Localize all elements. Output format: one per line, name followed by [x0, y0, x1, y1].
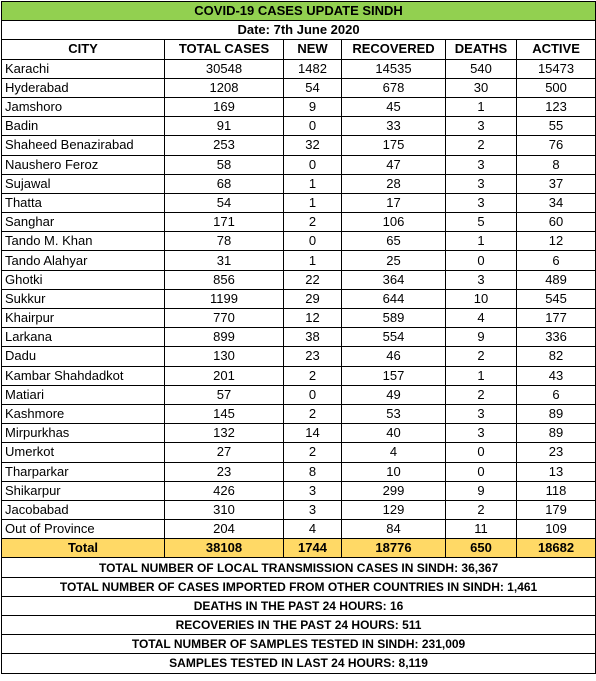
deaths-cell: 2 [446, 347, 517, 366]
recovered-cell: 589 [342, 309, 446, 328]
new-cell: 54 [284, 78, 342, 97]
total-recovered-cell: 18776 [342, 539, 446, 558]
active-cell: 12 [517, 232, 596, 251]
table-row [2, 213, 596, 232]
recovered-cell: 129 [342, 500, 446, 519]
total-total-cases-cell: 38108 [165, 539, 284, 558]
total-deaths-cell: 650 [446, 539, 517, 558]
total-cases-cell: 132 [165, 424, 284, 443]
city-cell: Khairpur [2, 309, 165, 328]
recovered-cell: 4 [342, 443, 446, 462]
covid-cases-table [1, 1, 596, 674]
total-cases-cell: 68 [165, 174, 284, 193]
table-row [2, 328, 596, 347]
table-row [2, 309, 596, 328]
total-cases-cell: 426 [165, 481, 284, 500]
column-header-total-cases: TOTAL CASES [165, 40, 284, 59]
city-cell: Jacobabad [2, 500, 165, 519]
total-cases-cell: 169 [165, 97, 284, 116]
city-cell: Badin [2, 117, 165, 136]
new-cell: 1 [284, 251, 342, 270]
total-cases-cell: 130 [165, 347, 284, 366]
table-row [2, 117, 596, 136]
new-cell: 0 [284, 385, 342, 404]
active-cell: 76 [517, 136, 596, 155]
table-row [2, 500, 596, 519]
active-cell: 37 [517, 174, 596, 193]
column-header-deaths: DEATHS [446, 40, 517, 59]
new-cell: 3 [284, 481, 342, 500]
new-cell: 14 [284, 424, 342, 443]
deaths-cell: 0 [446, 462, 517, 481]
table-body [2, 2, 596, 674]
deaths-cell: 3 [446, 193, 517, 212]
city-cell: Sanghar [2, 213, 165, 232]
summary-row [2, 596, 596, 615]
new-cell: 1482 [284, 59, 342, 78]
deaths-cell: 4 [446, 309, 517, 328]
deaths-cell: 3 [446, 424, 517, 443]
table-row [2, 251, 596, 270]
summary-row [2, 616, 596, 635]
deaths-cell: 2 [446, 136, 517, 155]
summary-row [2, 558, 596, 577]
total-cases-cell: 899 [165, 328, 284, 347]
deaths-cell: 30 [446, 78, 517, 97]
active-cell: 177 [517, 309, 596, 328]
total-new-cell: 1744 [284, 539, 342, 558]
total-cases-cell: 57 [165, 385, 284, 404]
recovered-cell: 84 [342, 520, 446, 539]
recovered-cell: 554 [342, 328, 446, 347]
deaths-cell: 10 [446, 289, 517, 308]
table-row [2, 174, 596, 193]
total-cases-cell: 201 [165, 366, 284, 385]
summary-row [2, 635, 596, 654]
deaths-cell: 1 [446, 366, 517, 385]
table-row [2, 520, 596, 539]
recovered-cell: 14535 [342, 59, 446, 78]
total-cases-cell: 204 [165, 520, 284, 539]
recovered-cell: 47 [342, 155, 446, 174]
active-cell: 34 [517, 193, 596, 212]
city-cell: Naushero Feroz [2, 155, 165, 174]
table-row [2, 443, 596, 462]
total-cases-cell: 145 [165, 404, 284, 423]
city-cell: Tharparkar [2, 462, 165, 481]
recovered-cell: 106 [342, 213, 446, 232]
active-cell: 23 [517, 443, 596, 462]
recovered-cell: 45 [342, 97, 446, 116]
recovered-cell: 46 [342, 347, 446, 366]
active-cell: 118 [517, 481, 596, 500]
city-cell: Ghotki [2, 270, 165, 289]
new-cell: 1 [284, 193, 342, 212]
table-row [2, 385, 596, 404]
city-cell: Larkana [2, 328, 165, 347]
active-cell: 6 [517, 385, 596, 404]
new-cell: 32 [284, 136, 342, 155]
new-cell: 2 [284, 443, 342, 462]
deaths-cell: 3 [446, 404, 517, 423]
city-cell: Dadu [2, 347, 165, 366]
total-cases-cell: 770 [165, 309, 284, 328]
recovered-cell: 33 [342, 117, 446, 136]
recovered-cell: 40 [342, 424, 446, 443]
deaths-cell: 3 [446, 155, 517, 174]
recovered-cell: 49 [342, 385, 446, 404]
city-cell: Sukkur [2, 289, 165, 308]
city-cell: Jamshoro [2, 97, 165, 116]
total-cases-cell: 253 [165, 136, 284, 155]
summary-row [2, 654, 596, 673]
table-row [2, 366, 596, 385]
recovered-cell: 364 [342, 270, 446, 289]
deaths-cell: 2 [446, 385, 517, 404]
city-cell: Karachi [2, 59, 165, 78]
summary-line: RECOVERIES IN THE PAST 24 HOURS: 511 [2, 616, 596, 635]
recovered-cell: 28 [342, 174, 446, 193]
summary-line: DEATHS IN THE PAST 24 HOURS: 16 [2, 596, 596, 615]
new-cell: 0 [284, 232, 342, 251]
deaths-cell: 0 [446, 443, 517, 462]
active-cell: 179 [517, 500, 596, 519]
table-row [2, 136, 596, 155]
city-cell: Sujawal [2, 174, 165, 193]
active-cell: 15473 [517, 59, 596, 78]
table-row [2, 232, 596, 251]
new-cell: 2 [284, 213, 342, 232]
deaths-cell: 540 [446, 59, 517, 78]
total-city-cell: Total [2, 539, 165, 558]
table-row [2, 462, 596, 481]
summary-line: TOTAL NUMBER OF SAMPLES TESTED IN SINDH: 231,009 [2, 635, 596, 654]
title-row [2, 2, 596, 21]
recovered-cell: 65 [342, 232, 446, 251]
recovered-cell: 17 [342, 193, 446, 212]
deaths-cell: 1 [446, 97, 517, 116]
new-cell: 38 [284, 328, 342, 347]
new-cell: 23 [284, 347, 342, 366]
new-cell: 0 [284, 117, 342, 136]
active-cell: 545 [517, 289, 596, 308]
column-header-new: NEW [284, 40, 342, 59]
city-cell: Mirpurkhas [2, 424, 165, 443]
total-cases-cell: 856 [165, 270, 284, 289]
active-cell: 43 [517, 366, 596, 385]
city-cell: Thatta [2, 193, 165, 212]
recovered-cell: 175 [342, 136, 446, 155]
sheet-title: COVID-19 CASES UPDATE SINDH [2, 2, 596, 21]
total-cases-cell: 78 [165, 232, 284, 251]
total-cases-cell: 30548 [165, 59, 284, 78]
new-cell: 12 [284, 309, 342, 328]
total-row [2, 539, 596, 558]
city-cell: Matiari [2, 385, 165, 404]
new-cell: 2 [284, 404, 342, 423]
deaths-cell: 3 [446, 270, 517, 289]
city-cell: Out of Province [2, 520, 165, 539]
table-row [2, 155, 596, 174]
active-cell: 8 [517, 155, 596, 174]
deaths-cell: 9 [446, 481, 517, 500]
table-row [2, 59, 596, 78]
column-header-active: ACTIVE [517, 40, 596, 59]
city-cell: Kambar Shahdadkot [2, 366, 165, 385]
deaths-cell: 5 [446, 213, 517, 232]
active-cell: 336 [517, 328, 596, 347]
total-cases-cell: 27 [165, 443, 284, 462]
active-cell: 60 [517, 213, 596, 232]
active-cell: 123 [517, 97, 596, 116]
active-cell: 13 [517, 462, 596, 481]
new-cell: 29 [284, 289, 342, 308]
deaths-cell: 9 [446, 328, 517, 347]
total-cases-cell: 54 [165, 193, 284, 212]
table-row [2, 289, 596, 308]
recovered-cell: 53 [342, 404, 446, 423]
summary-line: SAMPLES TESTED IN LAST 24 HOURS: 8,119 [2, 654, 596, 673]
recovered-cell: 299 [342, 481, 446, 500]
total-cases-cell: 91 [165, 117, 284, 136]
header-row [2, 40, 596, 59]
new-cell: 22 [284, 270, 342, 289]
new-cell: 0 [284, 155, 342, 174]
table-row [2, 270, 596, 289]
total-cases-cell: 58 [165, 155, 284, 174]
deaths-cell: 11 [446, 520, 517, 539]
new-cell: 9 [284, 97, 342, 116]
city-cell: Shikarpur [2, 481, 165, 500]
total-cases-cell: 310 [165, 500, 284, 519]
total-cases-cell: 31 [165, 251, 284, 270]
new-cell: 4 [284, 520, 342, 539]
new-cell: 1 [284, 174, 342, 193]
city-cell: Shaheed Benazirabad [2, 136, 165, 155]
total-cases-cell: 171 [165, 213, 284, 232]
table-row [2, 97, 596, 116]
report-date: Date: 7th June 2020 [2, 21, 596, 40]
active-cell: 89 [517, 424, 596, 443]
recovered-cell: 10 [342, 462, 446, 481]
recovered-cell: 157 [342, 366, 446, 385]
total-active-cell: 18682 [517, 539, 596, 558]
column-header-city: CITY [2, 40, 165, 59]
table-row [2, 424, 596, 443]
active-cell: 109 [517, 520, 596, 539]
new-cell: 8 [284, 462, 342, 481]
table-row [2, 404, 596, 423]
recovered-cell: 678 [342, 78, 446, 97]
table-row [2, 347, 596, 366]
deaths-cell: 0 [446, 251, 517, 270]
summary-row [2, 577, 596, 596]
summary-line: TOTAL NUMBER OF LOCAL TRANSMISSION CASES IN SINDH: 36,367 [2, 558, 596, 577]
recovered-cell: 644 [342, 289, 446, 308]
city-cell: Hyderabad [2, 78, 165, 97]
active-cell: 489 [517, 270, 596, 289]
active-cell: 89 [517, 404, 596, 423]
new-cell: 2 [284, 366, 342, 385]
recovered-cell: 25 [342, 251, 446, 270]
table-row [2, 193, 596, 212]
deaths-cell: 3 [446, 174, 517, 193]
active-cell: 55 [517, 117, 596, 136]
active-cell: 6 [517, 251, 596, 270]
city-cell: Kashmore [2, 404, 165, 423]
city-cell: Tando Alahyar [2, 251, 165, 270]
city-cell: Umerkot [2, 443, 165, 462]
table-row [2, 78, 596, 97]
active-cell: 82 [517, 347, 596, 366]
deaths-cell: 1 [446, 232, 517, 251]
total-cases-cell: 1199 [165, 289, 284, 308]
new-cell: 3 [284, 500, 342, 519]
column-header-recovered: RECOVERED [342, 40, 446, 59]
table-row [2, 481, 596, 500]
summary-line: TOTAL NUMBER OF CASES IMPORTED FROM OTHER COUNTRIES IN SINDH: 1,461 [2, 577, 596, 596]
deaths-cell: 3 [446, 117, 517, 136]
active-cell: 500 [517, 78, 596, 97]
date-row [2, 21, 596, 40]
total-cases-cell: 23 [165, 462, 284, 481]
deaths-cell: 2 [446, 500, 517, 519]
total-cases-cell: 1208 [165, 78, 284, 97]
city-cell: Tando M. Khan [2, 232, 165, 251]
